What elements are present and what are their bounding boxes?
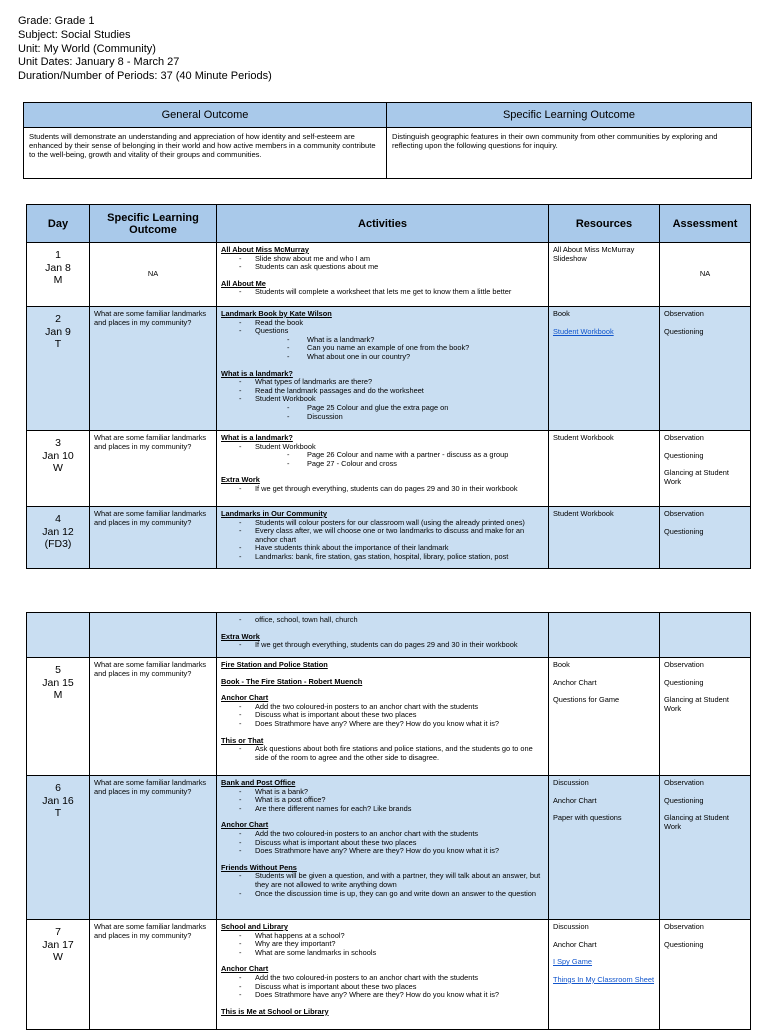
- list-item: - What types of landmarks are there?: [239, 378, 544, 387]
- list-item: - What is a post office?: [239, 796, 544, 805]
- day-date: Jan 10: [42, 449, 74, 462]
- assessment-item: Questioning: [664, 326, 704, 336]
- table-row: [27, 243, 751, 307]
- resources-cell: [549, 658, 660, 776]
- list-item: - What is a landmark?: [287, 336, 544, 345]
- table-row: [27, 776, 751, 920]
- resource-item: Anchor Chart: [553, 677, 597, 687]
- resource-item: All About Miss McMurray Slideshow: [553, 245, 635, 263]
- list-item: - Landmarks: bank, fire station, gas station, hospital, library, police station, post: [239, 553, 544, 562]
- assessment-item: Observation: [664, 922, 704, 931]
- resources-cell: [549, 307, 660, 431]
- day-date: Jan 12: [42, 525, 74, 538]
- list-item: - Why are they important?: [239, 940, 544, 949]
- list-item: - Page 27 - Colour and cross: [287, 460, 544, 469]
- assessment-cell: [660, 920, 751, 1030]
- day-cell: [27, 243, 90, 307]
- resource-item: Paper with questions: [553, 813, 622, 823]
- outcomes-table: [23, 102, 752, 179]
- list-item: - Add the two coloured-in posters to an anchor chart with the students: [239, 830, 544, 839]
- assessment-heading: Assessment: [660, 205, 751, 243]
- dates-line: Unit Dates: January 8 - March 27: [18, 56, 180, 69]
- specific-outcome-heading: Specific Learning Outcome: [387, 103, 752, 128]
- assessment-item: Questioning: [664, 526, 704, 536]
- day-number: 6: [55, 782, 61, 794]
- list-item: - Student Workbook - Page 25 Colour and glue the extra page on - Discussion: [239, 395, 544, 421]
- activities-cell: [217, 507, 549, 569]
- list-item: - Page 26 Colour and name with a partner - discuss as a group: [287, 451, 544, 460]
- activity-title: All About Me: [221, 278, 266, 288]
- day-cell: [27, 431, 90, 507]
- list-item: - What happens at a school?: [239, 932, 544, 941]
- list-item: - Discuss what is important about these two places: [239, 839, 544, 848]
- activities-cell: [217, 307, 549, 431]
- list-item: - What is a bank?: [239, 788, 544, 797]
- activities-cell: [217, 431, 549, 507]
- list-item: - Add the two coloured-in posters to an anchor chart with the students: [239, 703, 544, 712]
- assessment-item: Questioning: [664, 450, 704, 460]
- slo-cell: What are some familiar landmarks and places in my community?: [90, 431, 217, 507]
- day-weekday: W: [53, 462, 63, 475]
- unit-header: [18, 15, 272, 84]
- duration-line: Duration/Number of Periods: 37 (40 Minute Periods): [18, 70, 272, 83]
- list-item: - If we get through everything, students can do pages 29 and 30 in their workbook: [239, 485, 544, 494]
- day-number: 2: [55, 313, 61, 325]
- activity-title: Landmark Book by Kate Wilson: [221, 309, 332, 318]
- day-weekday: (FD3): [44, 538, 72, 551]
- activity-title: School and Library: [221, 922, 288, 931]
- activity-title: All About Miss McMurray: [221, 245, 310, 254]
- assessment-item: Observation: [664, 778, 704, 787]
- list-item: - Discuss what is important about these two places: [239, 983, 544, 992]
- day-cell: [27, 658, 90, 776]
- slo-cell: What are some familiar landmarks and places in my community?: [90, 776, 217, 920]
- table-row: [27, 613, 751, 658]
- table-row: [27, 658, 751, 776]
- resource-item: Book: [553, 309, 570, 318]
- list-item: - If we get through everything, students can do pages 29 and 30 in their workbook: [239, 641, 544, 650]
- activity-title: Book - The Fire Station - Robert Muench: [221, 676, 363, 686]
- day-number: 4: [55, 513, 61, 525]
- slo-cell: What are some familiar landmarks and places in my community?: [90, 307, 217, 431]
- activities-cell: [217, 776, 549, 920]
- assessment-cell: [660, 613, 751, 658]
- table-row: [27, 920, 751, 1030]
- assessment-item: Glancing at Student Work: [664, 813, 729, 831]
- subject-line: Subject: Social Studies: [18, 28, 131, 41]
- activity-title: Bank and Post Office: [221, 778, 296, 787]
- list-item: - Discussion: [287, 413, 544, 422]
- list-item: - Read the book: [239, 319, 544, 328]
- assessment-item: Observation: [664, 433, 704, 442]
- list-item: - Ask questions about both fire stations and police stations, and the students go to one side of the room to agree and the other side to disagree.: [239, 745, 544, 762]
- day-cell: [27, 920, 90, 1030]
- resource-item: Student Workbook: [553, 433, 614, 442]
- resources-cell: [549, 431, 660, 507]
- assessment-cell: [660, 431, 751, 507]
- list-item: - Slide show about me and who I am: [239, 255, 544, 264]
- assessment-item: Observation: [664, 660, 704, 669]
- list-item: - Students will complete a worksheet that lets me get to know them a little better: [239, 288, 544, 297]
- activity-title: Extra Work: [221, 631, 260, 641]
- assessment-cell: [660, 507, 751, 569]
- activity-title: Extra Work: [221, 475, 260, 485]
- activity-title: This is Me at School or Library: [221, 1006, 329, 1016]
- list-item: - What are some landmarks in schools: [239, 949, 544, 958]
- slo-heading: Specific Learning Outcome: [90, 205, 217, 243]
- day-date: Jan 8: [45, 261, 71, 274]
- slo-cell: What are some familiar landmarks and places in my community?: [90, 507, 217, 569]
- assessment-item: Questioning: [664, 677, 704, 687]
- list-item: - What about one in our country?: [287, 353, 544, 362]
- day-cell: [27, 613, 90, 658]
- activity-title: What is a landmark?: [221, 368, 293, 378]
- lesson-plan-table-2: [26, 612, 751, 1030]
- resources-cell: [549, 776, 660, 920]
- i-spy-game-link[interactable]: I Spy Game: [553, 957, 593, 967]
- activity-title: This or That: [221, 735, 264, 745]
- day-date: Jan 9: [45, 325, 71, 338]
- list-item: - Have students think about the importance of their landmark: [239, 544, 544, 553]
- activities-heading: Activities: [217, 205, 549, 243]
- resource-item: Discussion: [553, 922, 589, 931]
- day-weekday: M: [53, 689, 63, 702]
- things-in-my-classroom-link[interactable]: Things In My Classroom Sheet: [553, 974, 655, 984]
- list-item: - Once the discussion time is up, they can go and write down an answer to the question: [239, 890, 544, 899]
- slo-cell: [90, 613, 217, 658]
- list-item: - Does Strathmore have any? Where are they? How do you know what it is?: [239, 720, 544, 729]
- resource-item: Book: [553, 660, 570, 669]
- activity-title: Fire Station and Police Station: [221, 660, 328, 669]
- list-item: - Questions - What is a landmark? - Can you name an example of one from the book? - What about one in our country?: [239, 327, 544, 361]
- day-date: Jan 16: [42, 794, 74, 807]
- list-item: - Add the two coloured-in posters to an anchor chart with the students: [239, 974, 544, 983]
- resource-item: Questions for Game: [553, 695, 620, 705]
- list-item: - Does Strathmore have any? Where are they? How do you know what it is?: [239, 991, 544, 1000]
- assessment-cell: NA: [660, 243, 751, 307]
- list-item: - Read the landmark passages and do the worksheet: [239, 387, 544, 396]
- list-item: - Students can ask questions about me: [239, 263, 544, 272]
- day-cell: [27, 776, 90, 920]
- table-row: [27, 507, 751, 569]
- day-date: Jan 15: [42, 676, 74, 689]
- slo-cell: What are some familiar landmarks and places in my community?: [90, 658, 217, 776]
- resources-cell: [549, 920, 660, 1030]
- table-row: [27, 307, 751, 431]
- day-number: 7: [55, 926, 61, 938]
- activity-title: Friends Without Pens: [221, 862, 297, 872]
- assessment-cell: [660, 307, 751, 431]
- activities-cell: [217, 613, 549, 658]
- slo-cell: What are some familiar landmarks and places in my community?: [90, 920, 217, 1030]
- list-item: - Every class after, we will choose one or two landmarks to discuss and make for an anchor chart: [239, 527, 544, 544]
- day-number: 5: [55, 664, 61, 676]
- day-cell: [27, 507, 90, 569]
- assessment-item: Questioning: [664, 939, 704, 949]
- list-item: - Students will be given a question, and with a partner, they will talk about an answer, but they are not allowed to write anything down: [239, 872, 544, 889]
- day-weekday: T: [54, 807, 62, 820]
- unit-line: Unit: My World (Community): [18, 42, 156, 55]
- list-item: - Does Strathmore have any? Where are they? How do you know what it is?: [239, 847, 544, 856]
- resources-cell: [549, 243, 660, 307]
- lesson-plan-table-1: [26, 204, 751, 569]
- activity-title: Anchor Chart: [221, 964, 269, 974]
- table-row: [27, 431, 751, 507]
- activity-title: What is a landmark?: [221, 433, 293, 442]
- list-item: - Discuss what is important about these two places: [239, 711, 544, 720]
- resource-item: Anchor Chart: [553, 939, 597, 949]
- grade-line: Grade: Grade 1: [18, 15, 95, 27]
- slo-cell: NA: [90, 243, 217, 307]
- resource-item: Student Workbook: [553, 509, 614, 518]
- day-weekday: T: [54, 338, 62, 351]
- activities-cell: [217, 658, 549, 776]
- list-item: - Students will colour posters for our classroom wall (using the already printed ones): [239, 519, 544, 528]
- list-item: - Can you name an example of one from the book?: [287, 344, 544, 353]
- list-item: - Student Workbook - Page 26 Colour and name with a partner - discuss as a group - Page 27 - Colour and cross: [239, 443, 544, 469]
- resources-cell: [549, 613, 660, 658]
- assessment-item: Observation: [664, 509, 704, 518]
- assessment-cell: [660, 776, 751, 920]
- activities-cell: [217, 243, 549, 307]
- assessment-item: Questioning: [664, 795, 704, 805]
- day-heading: Day: [27, 205, 90, 243]
- activity-title: Anchor Chart: [221, 693, 269, 703]
- day-number: 3: [55, 437, 61, 449]
- list-item-continued: - office, school, town hall, church: [239, 616, 544, 625]
- resources-heading: Resources: [549, 205, 660, 243]
- list-item: - Page 25 Colour and glue the extra page on: [287, 404, 544, 413]
- list-item: - Are there different names for each? Like brands: [239, 805, 544, 814]
- assessment-cell: [660, 658, 751, 776]
- assessment-item: Glancing at Student Work: [664, 468, 729, 486]
- general-outcome-text: Students will demonstrate an understanding and appreciation of how identity and self-esteem are enhanced by their sense of belonging in their world and how active members in a community contribute to the well-being, growth and vitality of their groups and communities.: [24, 128, 387, 179]
- activity-title: Landmarks in Our Community: [221, 509, 327, 518]
- activity-title: Anchor Chart: [221, 820, 269, 830]
- day-weekday: W: [53, 951, 63, 964]
- resources-cell: [549, 507, 660, 569]
- day-weekday: M: [53, 274, 63, 287]
- activities-cell: [217, 920, 549, 1030]
- specific-outcome-text: Distinguish geographic features in their own community from other communities by exploring and reflecting upon the following questions for inquiry.: [387, 128, 752, 179]
- general-outcome-heading: General Outcome: [24, 103, 387, 128]
- assessment-item: Observation: [664, 309, 704, 318]
- day-number: 1: [55, 249, 61, 261]
- resource-item: Anchor Chart: [553, 795, 597, 805]
- assessment-item: Glancing at Student Work: [664, 695, 729, 713]
- student-workbook-link[interactable]: Student Workbook: [553, 326, 614, 336]
- resource-item: Discussion: [553, 778, 589, 787]
- day-cell: [27, 307, 90, 431]
- day-date: Jan 17: [42, 938, 74, 951]
